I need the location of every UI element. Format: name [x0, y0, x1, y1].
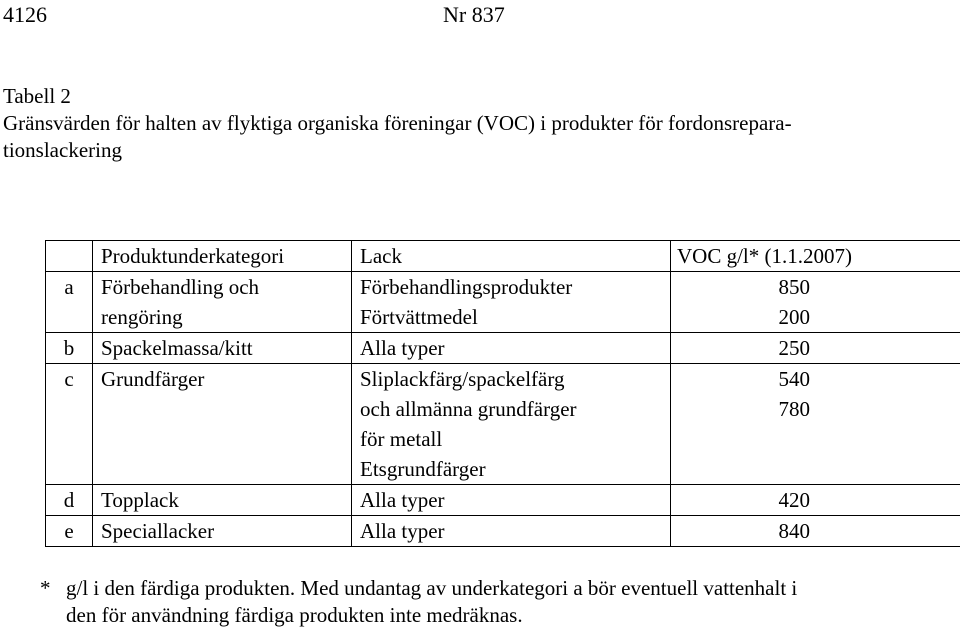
row-category: Speciallacker — [93, 516, 352, 547]
footnote-line-1: g/l i den färdiga produkten. Med undantag av underkategori a bör eventuell vattenhalt i — [66, 576, 798, 600]
row-voc-values: 850 200 — [671, 272, 960, 333]
header-category: Produktunderkategori — [93, 241, 352, 272]
footnote-line-2: den för användning färdiga produkten inte medräknas. — [66, 603, 523, 627]
header-lack: Lack — [352, 241, 671, 272]
row-key: c — [46, 364, 93, 485]
row-lack: Alla typer — [352, 333, 671, 364]
table-header-row — [46, 241, 960, 272]
table-row-d — [46, 485, 960, 516]
table-row-b — [46, 333, 960, 364]
row-key: b — [46, 333, 93, 364]
page-number: 4126 — [3, 2, 47, 27]
row-voc-values: 250 — [671, 333, 960, 364]
table-label: Tabell 2 — [3, 84, 71, 108]
row-lack: Alla typer — [352, 516, 671, 547]
table-row-a — [46, 272, 960, 333]
header-voc: VOC g/l* (1.1.2007) — [671, 241, 960, 272]
table-title-continued: tionslackering — [3, 138, 122, 162]
document-number: Nr 837 — [443, 2, 505, 27]
row-lack: Sliplackfärg/spackelfärg och allmänna grundfärger för metall Etsgrundfärger — [352, 364, 671, 485]
row-voc-values: 840 — [671, 516, 960, 547]
row-category: Spackelmassa/kitt — [93, 333, 352, 364]
row-lack: Alla typer — [352, 485, 671, 516]
footnote-mark: * — [40, 576, 51, 600]
table-row-e — [46, 516, 960, 547]
row-category: Förbehandling och rengöring — [93, 272, 352, 333]
row-category: Topplack — [93, 485, 352, 516]
row-key: d — [46, 485, 93, 516]
row-key: e — [46, 516, 93, 547]
table-row-c — [46, 364, 960, 485]
header-key — [46, 241, 93, 272]
row-voc-values: 540 780 — [671, 364, 960, 485]
table-title: Gränsvärden för halten av flyktiga organiska föreningar (VOC) i produkter för fordonsrepara- — [3, 111, 792, 135]
row-category: Grundfärger — [93, 364, 352, 485]
row-voc-values: 420 — [671, 485, 960, 516]
row-lack: Förbehandlingsprodukter Förtvättmedel — [352, 272, 671, 333]
voc-limits-table — [45, 240, 960, 547]
row-key: a — [46, 272, 93, 333]
